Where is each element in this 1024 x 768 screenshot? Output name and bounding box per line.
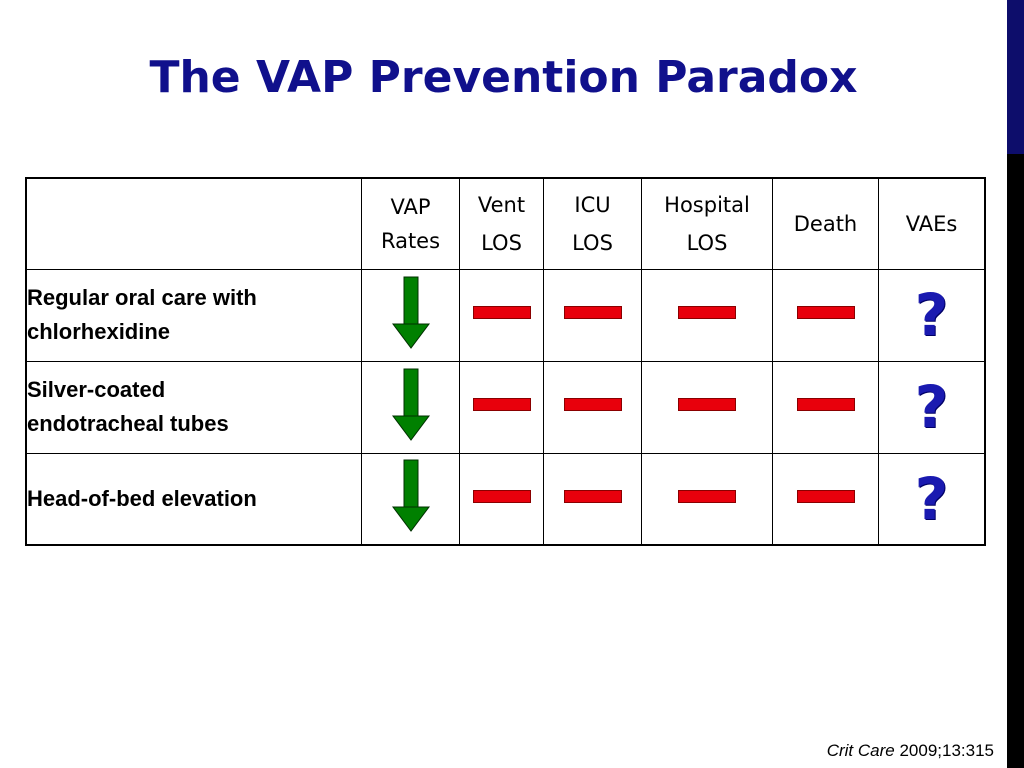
row-label (26, 269, 362, 361)
header-death (773, 178, 879, 269)
header-hospital-los (642, 178, 773, 269)
header-line: LOS (572, 230, 613, 255)
effect-cell (642, 453, 773, 545)
table-row (26, 269, 985, 361)
unknown-question-icon: ? (914, 464, 949, 533)
header-line: VAEs (905, 211, 958, 236)
no-change-dash-icon (564, 398, 622, 411)
effect-cell (460, 361, 544, 453)
decrease-arrow-icon (391, 368, 431, 442)
header-icu-los (544, 178, 642, 269)
header-line: LOS (686, 230, 728, 255)
row-label-line: Silver-coated (27, 377, 166, 402)
no-change-dash-icon (564, 490, 622, 503)
effect-cell (460, 453, 544, 545)
no-change-dash-icon (797, 398, 855, 411)
side-bar (1007, 154, 1024, 768)
unknown-question-icon: ? (914, 373, 949, 441)
header-line: VAP (390, 194, 431, 219)
effect-cell (544, 453, 642, 545)
table-row (26, 453, 985, 545)
row-label-line: endotracheal tubes (27, 411, 229, 436)
effect-cell (642, 361, 773, 453)
header-line: LOS (481, 230, 522, 255)
effect-cell (879, 453, 986, 545)
decrease-arrow-icon (391, 459, 431, 533)
no-change-dash-icon (678, 398, 736, 411)
no-change-dash-icon (797, 306, 855, 319)
effect-cell (460, 269, 544, 361)
table-row (26, 361, 985, 453)
header-line: Vent (477, 192, 526, 217)
header-line: Death (793, 211, 858, 236)
row-label-line: Head-of-bed elevation (27, 485, 257, 511)
no-change-dash-icon (473, 398, 531, 411)
effect-cell (773, 269, 879, 361)
citation-journal: Crit Care (826, 741, 895, 760)
header-vap-rates (362, 178, 460, 269)
row-label-line: Regular oral care with (27, 285, 257, 310)
effect-cell (879, 361, 986, 453)
no-change-dash-icon (678, 306, 736, 319)
header-line: Rates (380, 228, 441, 253)
no-change-dash-icon (564, 306, 622, 319)
no-change-dash-icon (473, 306, 531, 319)
unknown-question-icon: ? (914, 281, 949, 349)
paradox-table (25, 177, 986, 546)
effect-cell (362, 361, 460, 453)
effect-cell (773, 453, 879, 545)
effect-cell (362, 453, 460, 545)
effect-cell (362, 269, 460, 361)
effect-cell (773, 361, 879, 453)
effect-cell (544, 361, 642, 453)
decrease-arrow-icon (391, 276, 431, 350)
effect-cell (544, 269, 642, 361)
no-change-dash-icon (797, 490, 855, 503)
no-change-dash-icon (678, 490, 736, 503)
header-corner-cell (26, 178, 362, 269)
side-bar-accent (1007, 0, 1024, 154)
no-change-dash-icon (473, 490, 531, 503)
row-label-line: chlorhexidine (27, 319, 171, 344)
slide-title: The VAP Prevention Paradox (149, 52, 858, 103)
header-line: ICU (574, 192, 611, 217)
header-vaes (879, 178, 986, 269)
citation-reference: 2009;13:315 (899, 741, 994, 760)
header-line: Hospital (664, 192, 750, 217)
row-label (26, 453, 362, 545)
row-label (26, 361, 362, 453)
effect-cell (642, 269, 773, 361)
effect-cell (879, 269, 986, 361)
header-vent-los (460, 178, 544, 269)
table-header-row (26, 178, 985, 269)
citation (827, 741, 994, 761)
